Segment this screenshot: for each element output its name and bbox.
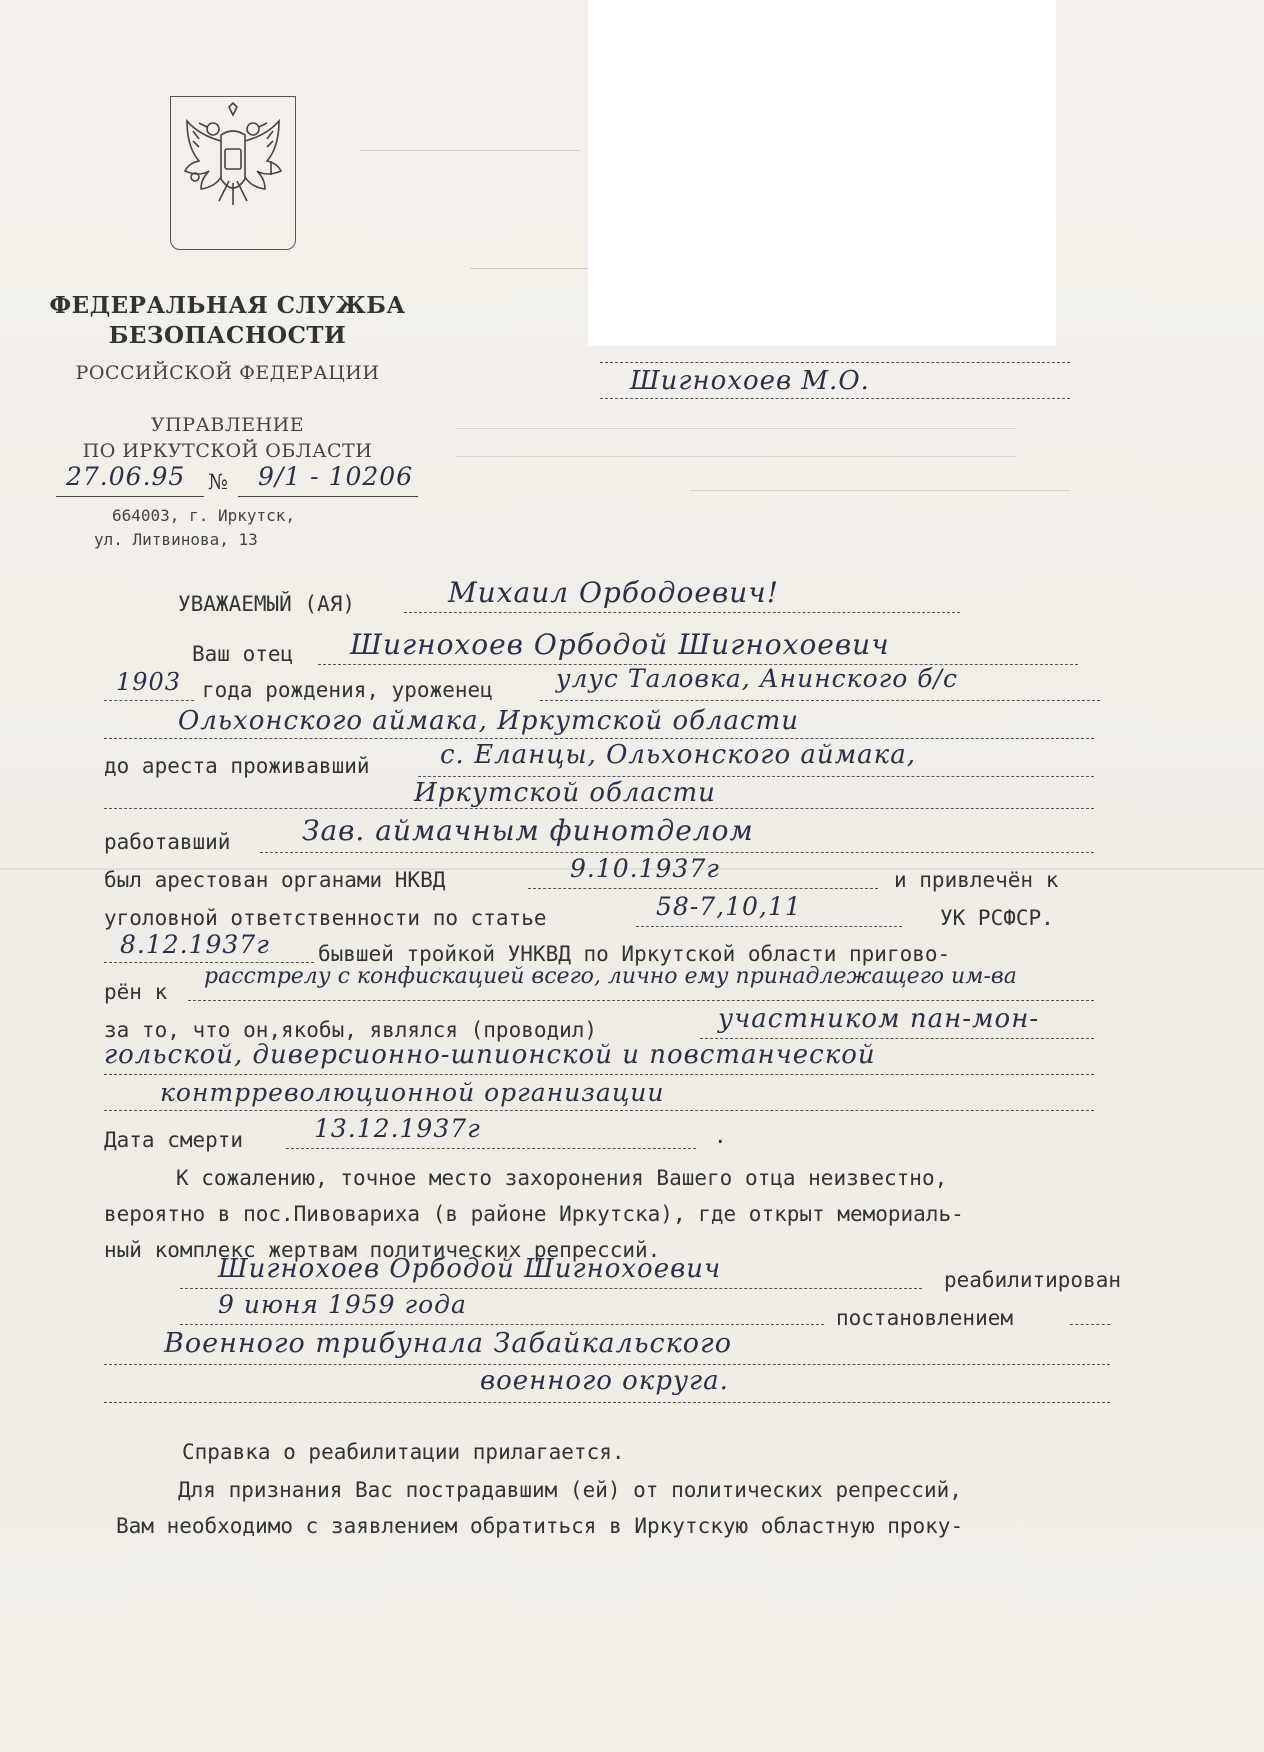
charge-line-1 — [700, 1038, 1094, 1039]
residence-line-1 — [418, 776, 1094, 777]
double-headed-eagle-icon — [171, 97, 295, 249]
recipient-line-top — [600, 362, 1070, 363]
header-line-4: УПРАВЛЕНИЕ — [150, 414, 305, 436]
article-line — [636, 926, 902, 927]
rehab-label: реабилитирован — [944, 1268, 1122, 1292]
article-value: 58-7,10,11 — [656, 892, 802, 921]
charge-1: участником пан-мон- — [718, 1004, 1040, 1034]
doc-date: 27.06.95 — [66, 462, 186, 491]
rehab-name-line — [180, 1288, 922, 1289]
salutation-line — [404, 612, 960, 613]
residence-label: до ареста проживавший — [104, 754, 370, 778]
rehab-by-1: Военного трибунала Забайкальского — [164, 1328, 732, 1359]
birth-year-line — [104, 700, 194, 701]
doc-number-line — [238, 496, 418, 497]
header-line-5: ПО ИРКУТСКОЙ ОБЛАСТИ — [82, 440, 373, 462]
arrest-date: 9.10.1937г — [570, 854, 720, 883]
charge-3: контрреволюционной организации — [160, 1078, 665, 1107]
birthplace-1: улус Таловка, Анинского б/с — [556, 664, 958, 693]
birthplace-line-1 — [540, 700, 1100, 701]
burial-line-1: К сожалению, точное место захоронения Вашего отца неизвестно, — [176, 1166, 948, 1190]
doc-number: 9/1 - 10206 — [258, 462, 414, 491]
salutation-label: УВАЖАЕМЫЙ (АЯ) — [178, 592, 356, 616]
salutation-name: Михаил Орбодоевич! — [448, 576, 779, 609]
death-label: Дата смерти — [104, 1128, 244, 1152]
rehab-name: Шигнохоев Орбодой Шигнохоевич — [218, 1254, 722, 1284]
rehab-by-label: постановлением — [836, 1306, 1014, 1330]
doc-number-label: № — [208, 470, 228, 494]
rehab-by-line-2 — [104, 1402, 1110, 1403]
residence-1: с. Еланцы, Ольхонского аймака, — [440, 740, 916, 770]
charge-2: гольской, диверсионно-шпионской и повстанческой — [104, 1040, 876, 1070]
father-label: Ваш отец — [192, 642, 294, 666]
whiteout-patch — [588, 0, 1056, 346]
birthplace-line-2 — [104, 738, 1094, 739]
burial-line-3: ный комплекс жертвам политических репрессий. — [104, 1238, 661, 1262]
header-line-3: РОССИЙСКОЙ ФЕДЕРАЦИИ — [75, 362, 380, 384]
burial-line-2: вероятно в пос.Пивовариха (в районе Иркутска), где открыт мемориаль- — [104, 1202, 964, 1226]
header-line-1: ФЕДЕРАЛЬНАЯ СЛУЖБА — [49, 292, 406, 319]
work-label: работавший — [104, 830, 231, 854]
article-suffix: УК РСФСР. — [940, 906, 1054, 930]
header-line-2: БЕЗОПАСНОСТИ — [108, 322, 347, 349]
rehab-date-line — [180, 1324, 824, 1325]
address-line-2: ул. Литвинова, 13 — [94, 530, 258, 549]
sentence-value: расстрелу с конфискацией всего, лично ему принадлежащего им-ва — [204, 964, 1017, 989]
recipient-name: Шигнохоев М.О. — [630, 366, 870, 396]
work-value: Зав. аймачным финотделом — [302, 814, 754, 847]
article-label: уголовной ответственности по статье — [104, 906, 547, 930]
coat-of-arms — [170, 96, 296, 250]
residence-line-2 — [104, 808, 1094, 809]
rehab-by-2: военного округа. — [480, 1366, 729, 1396]
sentence-date-line — [104, 962, 314, 963]
birth-label: года рождения, уроженец — [202, 678, 493, 702]
doc-date-line — [56, 496, 204, 497]
rehab-date: 9 июня 1959 года — [218, 1290, 467, 1319]
father-name: Шигнохоев Орбодой Шигнохоевич — [350, 628, 890, 661]
victim-line-2: Вам необходимо с заявлением обратиться в Иркутскую областную проку- — [116, 1514, 964, 1538]
victim-line-1: Для признания Вас пострадавшим (ей) от политических репрессий, — [178, 1478, 962, 1502]
address-line-1: 664003, г. Иркутск, — [112, 506, 296, 525]
work-line — [260, 852, 1094, 853]
rehab-by-line-1 — [104, 1364, 1110, 1365]
arrest-suffix: и привлечён к — [894, 868, 1059, 892]
arrest-date-line — [528, 888, 878, 889]
death-date-line — [286, 1148, 696, 1149]
charge-label: за то, что он,якобы, являлся (проводил) — [104, 1018, 598, 1042]
rehab-by-line-tail — [1070, 1324, 1110, 1325]
certificate-line: Справка о реабилитации прилагается. — [182, 1440, 625, 1464]
death-date: 13.12.1937г — [314, 1114, 481, 1143]
residence-2: Иркутской области — [414, 778, 716, 808]
arrest-label: был арестован органами НКВД — [104, 868, 446, 892]
birthplace-2: Ольхонского аймака, Иркутской области — [178, 706, 799, 736]
death-dot: . — [714, 1124, 727, 1148]
sentence-label: бывшей тройкой УНКВД по Иркутской области пригово- — [318, 942, 951, 966]
sentence-line — [188, 1000, 1094, 1001]
charge-line-3 — [104, 1110, 1094, 1111]
birth-year: 1903 — [116, 668, 182, 696]
sentence-date: 8.12.1937г — [120, 930, 270, 959]
recipient-line — [600, 398, 1070, 399]
sentence-prefix: рён к — [104, 980, 168, 1004]
charge-line-2 — [104, 1074, 1094, 1075]
